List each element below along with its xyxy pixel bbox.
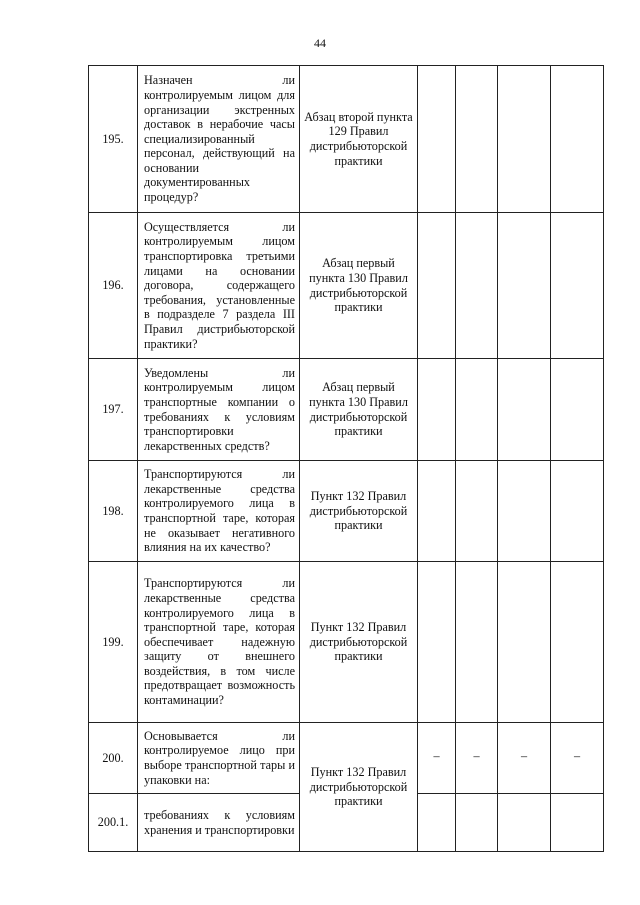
row-number: 195. xyxy=(89,66,138,213)
reference-cell: Абзац второй пункта 129 Правил дистрибьюторской практики xyxy=(300,66,418,213)
question-text: Основывается ли контролируемое лицо при выборе транспортной тары и упаковки на: xyxy=(144,728,295,787)
dash-mark: – xyxy=(520,748,528,763)
answer-cell-comment xyxy=(551,723,604,794)
table-row xyxy=(89,213,604,359)
answer-cell-no xyxy=(456,66,498,213)
answer-cell-not-applicable xyxy=(498,562,551,723)
checklist-table xyxy=(88,65,604,852)
question-text: Назначен ли контролируемым лицом для организации экстренных доставок в нерабочие часы специализированный персонал, действующий на основании документированных процедур? xyxy=(144,73,295,205)
row-number: 197. xyxy=(89,359,138,461)
reference-cell: Абзац первый пункта 130 Правил дистрибьюторской практики xyxy=(300,359,418,461)
question-text: Уведомлены ли контролируемым лицом транспортные компании о требованиях к условиям транспортировки лекарственных средств? xyxy=(144,365,295,453)
answer-cell-comment xyxy=(551,562,604,723)
reference-cell: Пункт 132 Правил дистрибьюторской практики xyxy=(300,723,418,852)
row-number: 200.1. xyxy=(89,794,138,852)
answer-cell-yes xyxy=(418,794,456,852)
table-row xyxy=(89,66,604,213)
dash-mark: – xyxy=(573,748,581,763)
page-number: 44 xyxy=(314,36,326,50)
dash-mark: – xyxy=(433,748,440,763)
answer-cell-no xyxy=(456,461,498,562)
answer-cell-not-applicable xyxy=(498,461,551,562)
answer-cell-yes xyxy=(418,359,456,461)
answer-cell-yes xyxy=(418,66,456,213)
row-number: 196. xyxy=(89,213,138,359)
answer-cell-comment xyxy=(551,66,604,213)
row-number: 200. xyxy=(89,723,138,794)
answer-cell-comment xyxy=(551,359,604,461)
answer-cell-not-applicable xyxy=(498,213,551,359)
answer-cell-comment xyxy=(551,461,604,562)
answer-cell-yes xyxy=(418,461,456,562)
answer-cell-not-applicable xyxy=(498,66,551,213)
answer-cell-not-applicable xyxy=(498,359,551,461)
question-text: Осуществляется ли контролируемым лицом транспортировка третьими лицами на основании договора, содержащего требования, установленные в подразделе 7 раздела III Правил дистрибьюторской практики? xyxy=(144,219,295,351)
row-number: 199. xyxy=(89,562,138,723)
question-cell xyxy=(138,562,300,723)
answer-cell-comment xyxy=(551,794,604,852)
answer-cell-yes xyxy=(418,723,456,794)
reference-cell: Абзац первый пункта 130 Правил дистрибьюторской практики xyxy=(300,213,418,359)
table-row xyxy=(89,562,604,723)
table-row xyxy=(89,359,604,461)
answer-cell-no xyxy=(456,359,498,461)
question-cell xyxy=(138,794,300,852)
question-text: Транспортируются ли лекарственные средства контролируемого лица в транспортной таре, которая не оказывает негативного влияния на их качество? xyxy=(144,467,295,555)
answer-cell-no xyxy=(456,213,498,359)
table-row xyxy=(89,461,604,562)
question-cell xyxy=(138,461,300,562)
question-cell xyxy=(138,213,300,359)
answer-cell-yes xyxy=(418,213,456,359)
answer-cell-no xyxy=(456,562,498,723)
answer-cell-not-applicable xyxy=(498,723,551,794)
reference-cell: Пункт 132 Правил дистрибьюторской практики xyxy=(300,562,418,723)
row-number: 198. xyxy=(89,461,138,562)
question-cell xyxy=(138,359,300,461)
question-text: требованиях к условиям хранения и транспортировки xyxy=(144,807,295,837)
dash-mark: – xyxy=(473,748,480,763)
answer-cell-not-applicable xyxy=(498,794,551,852)
table-row xyxy=(89,723,604,794)
answer-cell-yes xyxy=(418,562,456,723)
question-cell xyxy=(138,723,300,794)
answer-cell-no xyxy=(456,794,498,852)
answer-cell-comment xyxy=(551,213,604,359)
question-cell xyxy=(138,66,300,213)
answer-cell-no xyxy=(456,723,498,794)
question-text: Транспортируются ли лекарственные средства контролируемого лица в транспортной таре, которая обеспечивает надежную защиту от внешнего воздействия, в том числе предотвращает возможность контаминации? xyxy=(144,576,295,708)
reference-cell: Пункт 132 Правил дистрибьюторской практики xyxy=(300,461,418,562)
